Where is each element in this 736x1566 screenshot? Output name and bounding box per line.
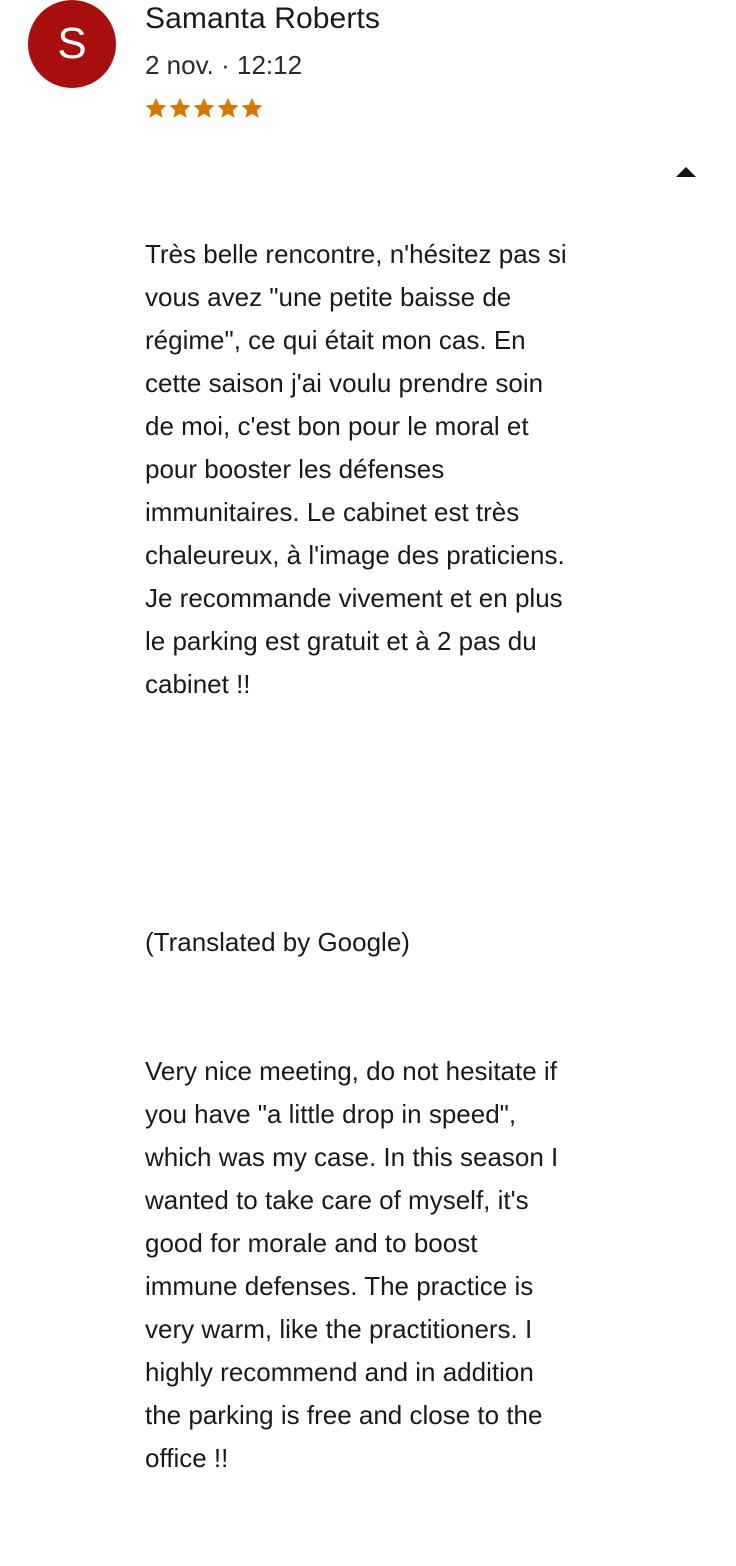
- star-icon: [144, 96, 168, 120]
- star-icon: [168, 96, 192, 120]
- author-name[interactable]: Samanta Roberts: [145, 2, 380, 35]
- star-icon: [216, 96, 240, 120]
- star-rating: [144, 96, 264, 120]
- caret-up-icon: [675, 166, 697, 178]
- review-body: [145, 147, 645, 1566]
- collapse-button[interactable]: [670, 160, 702, 184]
- avatar[interactable]: [28, 0, 116, 88]
- avatar-letter: S: [57, 19, 87, 68]
- translated-text: Very nice meeting, do not hesitate if you have "a little drop in speed", which was my case. In this season I wanted to take care of myself, it's good for morale and to boost immune defenses. The practice is very warm, like the practitioners. I highly recommend and in addition the parking is free and close to the office !!: [145, 1056, 559, 1473]
- star-icon: [192, 96, 216, 120]
- star-icon: [240, 96, 264, 120]
- translated-label: (Translated by Google): [145, 927, 410, 957]
- paragraph-gap: [145, 792, 645, 835]
- review-date: 2 nov. · 12:12: [145, 50, 303, 80]
- original-text: Très belle rencontre, n'hésitez pas si vous avez "une petite baisse de régime", ce qui était mon cas. En cette saison j'ai voulu prendre soin de moi, c'est bon pour le moral et pour booster les défenses immunitaires. Le cabinet est très chaleureux, à l'image des praticiens. Je recommande vivement et en plus le parking est gratuit et à 2 pas du cabinet !!: [145, 239, 567, 699]
